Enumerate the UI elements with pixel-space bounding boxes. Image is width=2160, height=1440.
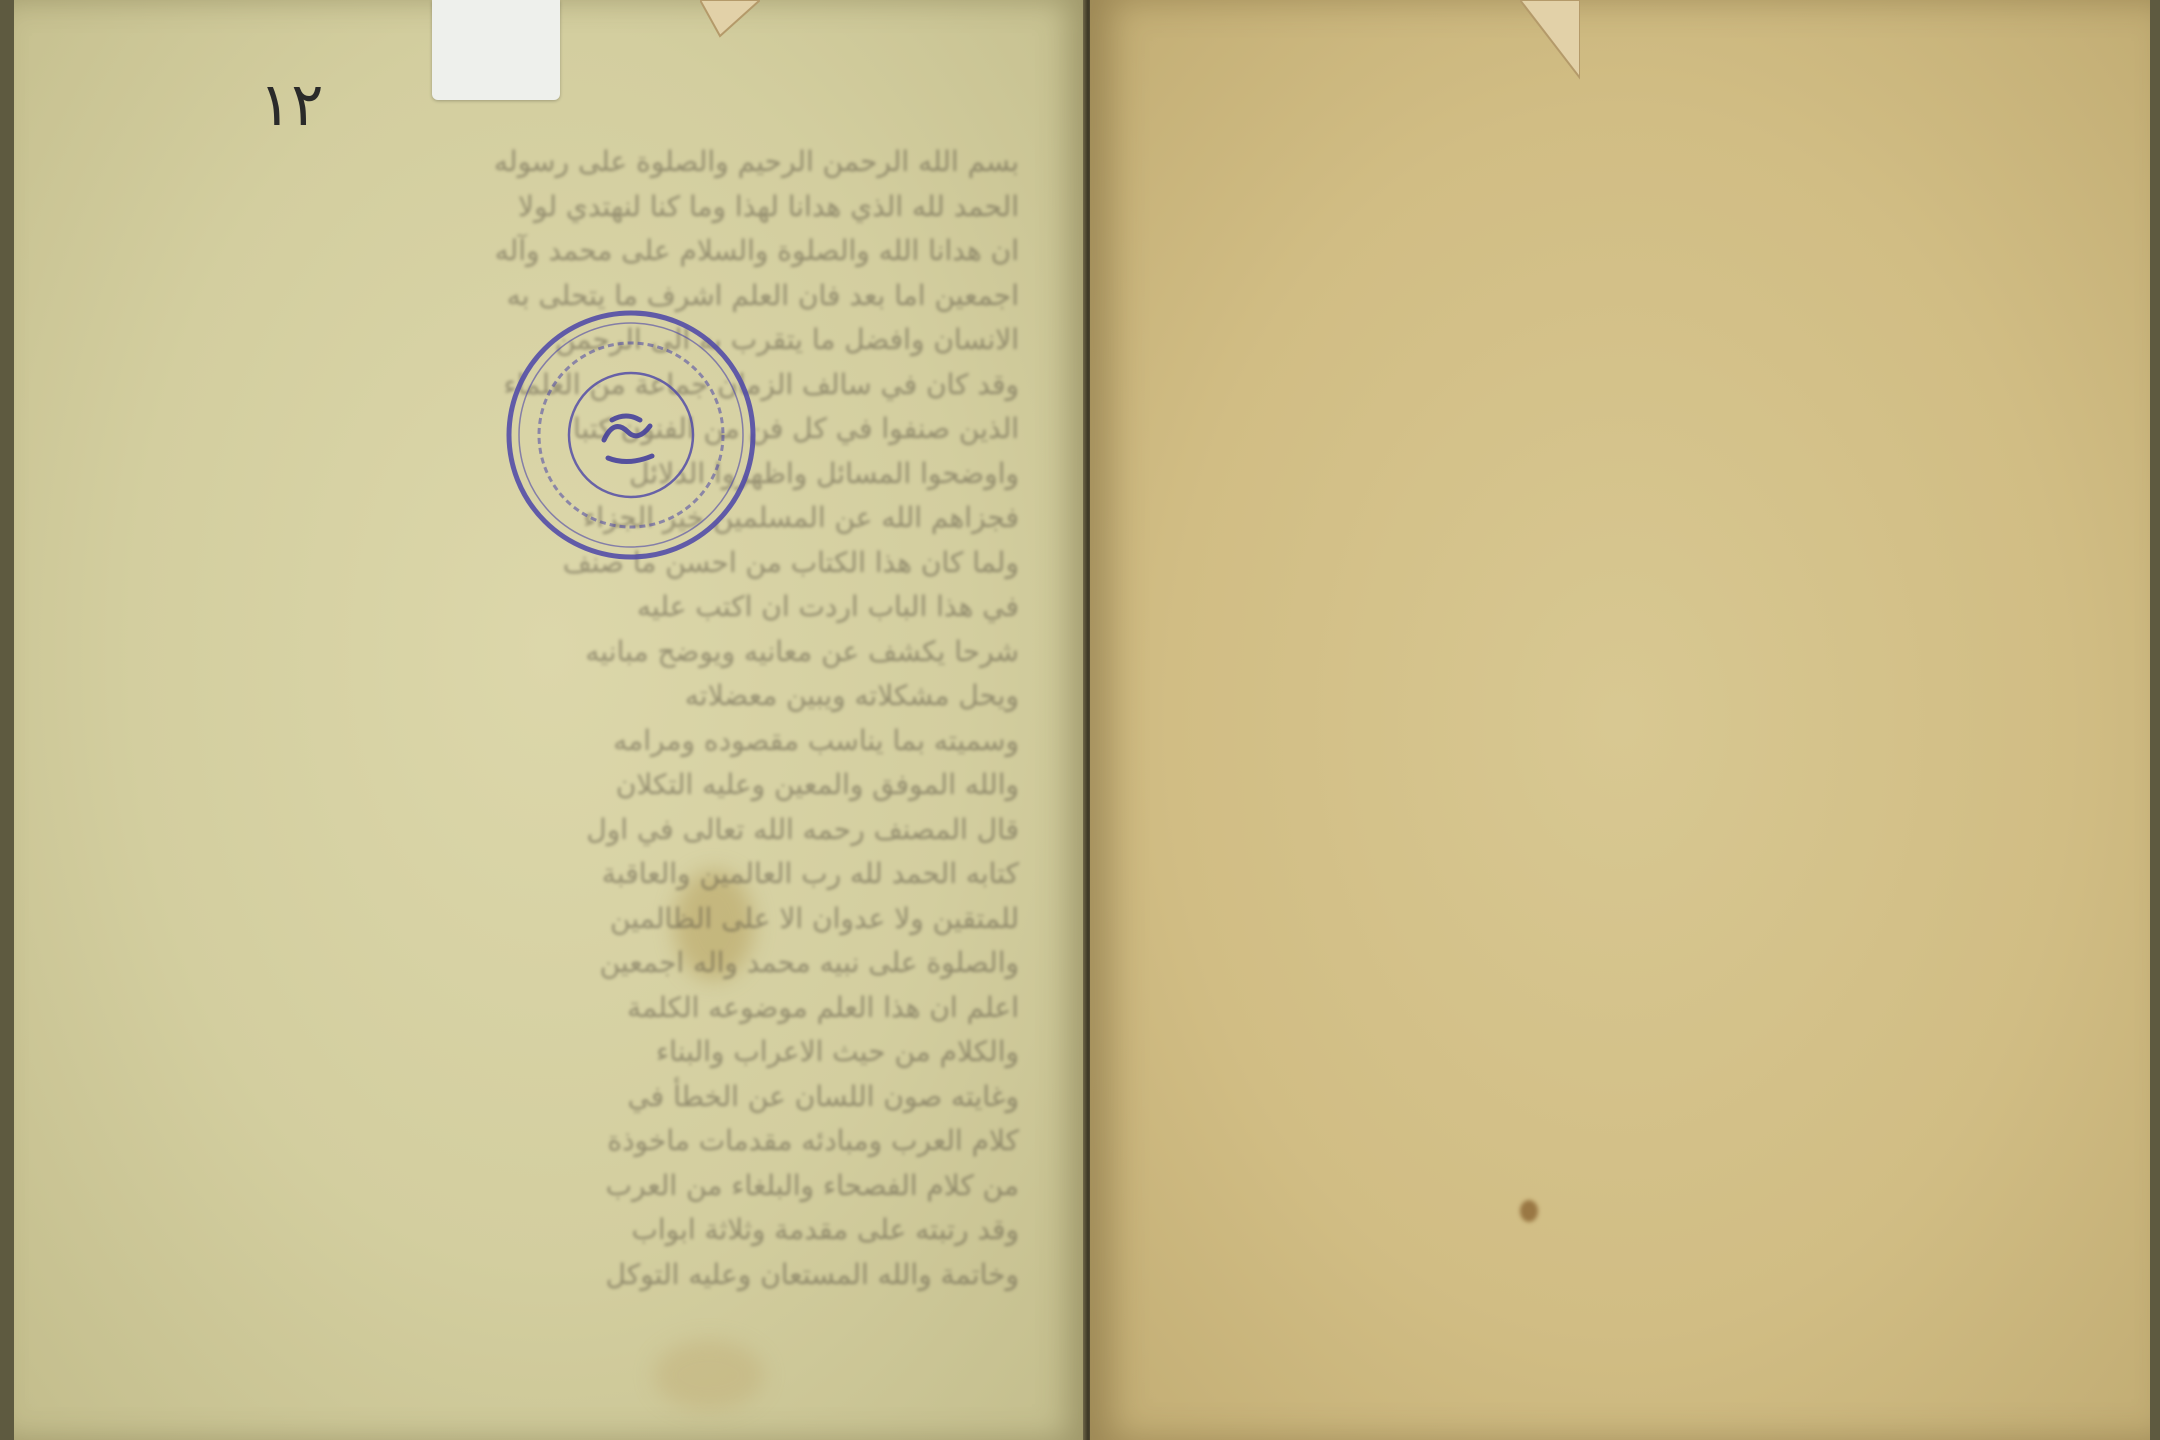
text-line: فجزاهم الله عن المسلمين خير الجزاء bbox=[583, 501, 1019, 534]
right-page-blank bbox=[1090, 0, 2150, 1440]
text-line: شرحا يكشف عن معانيه ويوضح مبانيه bbox=[585, 634, 1019, 668]
text-line: قال المصنف رحمه الله تعالى في اول bbox=[586, 812, 1019, 846]
text-line: ولما كان هذا الكتاب من احسن ما صنف bbox=[562, 545, 1019, 579]
text-line: اجمعين اما بعد فان العلم اشرف ما يتحلى به bbox=[506, 278, 1019, 312]
left-page bbox=[14, 0, 1089, 1440]
seal-icon bbox=[504, 308, 759, 563]
paper-tab-label bbox=[432, 0, 560, 100]
text-line: والله الموفق والمعين وعليه التكلان bbox=[615, 768, 1019, 801]
text-line: والصلوة على نبيه محمد واله اجمعين bbox=[599, 946, 1019, 979]
text-line: وقد رتبته على مقدمة وثلاثة ابواب bbox=[631, 1213, 1019, 1246]
text-line: الحمد لله الذي هدانا لهذا وما كنا لنهتدي لولا bbox=[518, 189, 1019, 223]
text-line: وغايته صون اللسان عن الخطأ في bbox=[627, 1079, 1019, 1113]
folio-number: ١٢ bbox=[259, 70, 324, 140]
text-line: الذين صنفوا في كل فن من الفنون كتبا bbox=[572, 412, 1019, 445]
bookmark-tip-icon bbox=[1520, 0, 1580, 80]
text-line: في هذا الباب اردت ان اكتب عليه bbox=[637, 590, 1019, 623]
text-line: اعلم ان هذا العلم موضوعه الكلمة bbox=[627, 990, 1019, 1024]
library-seal-stamp bbox=[504, 308, 759, 563]
text-line: وخاتمة والله المستعان وعليه التوكل bbox=[605, 1257, 1019, 1291]
text-line: من كلام الفصحاء والبلغاء من العرب bbox=[605, 1168, 1019, 1202]
water-stain bbox=[654, 1340, 764, 1410]
text-line: واوضحوا المسائل واظهروا الدلائل bbox=[629, 456, 1019, 490]
ink-spot bbox=[1520, 1200, 1538, 1222]
text-line: للمتقين ولا عدوان الا على الظالمين bbox=[610, 901, 1019, 935]
text-line: كتابه الحمد لله رب العالمين والعاقبة bbox=[601, 857, 1019, 890]
text-line: وقد كان في سالف الزمان جماعة من العلماء bbox=[503, 367, 1019, 401]
text-line: بسم الله الرحمن الرحيم والصلوة على رسوله bbox=[494, 145, 1019, 178]
text-line: ويحل مشكلاته ويبين معضلاته bbox=[684, 679, 1019, 712]
text-line: وسميته بما يناسب مقصوده ومرامه bbox=[613, 723, 1019, 757]
text-line: كلام العرب ومبادئه مقدمات ماخوذة bbox=[607, 1124, 1019, 1157]
text-line: ان هدانا الله والصلوة والسلام على محمد وآله bbox=[494, 234, 1019, 267]
text-line: والكلام من حيث الاعراب والبناء bbox=[656, 1035, 1019, 1068]
bookmark-tip-icon bbox=[700, 0, 760, 40]
text-line: الانسان وافضل ما يتقرب به الى الرحمن bbox=[555, 323, 1019, 356]
